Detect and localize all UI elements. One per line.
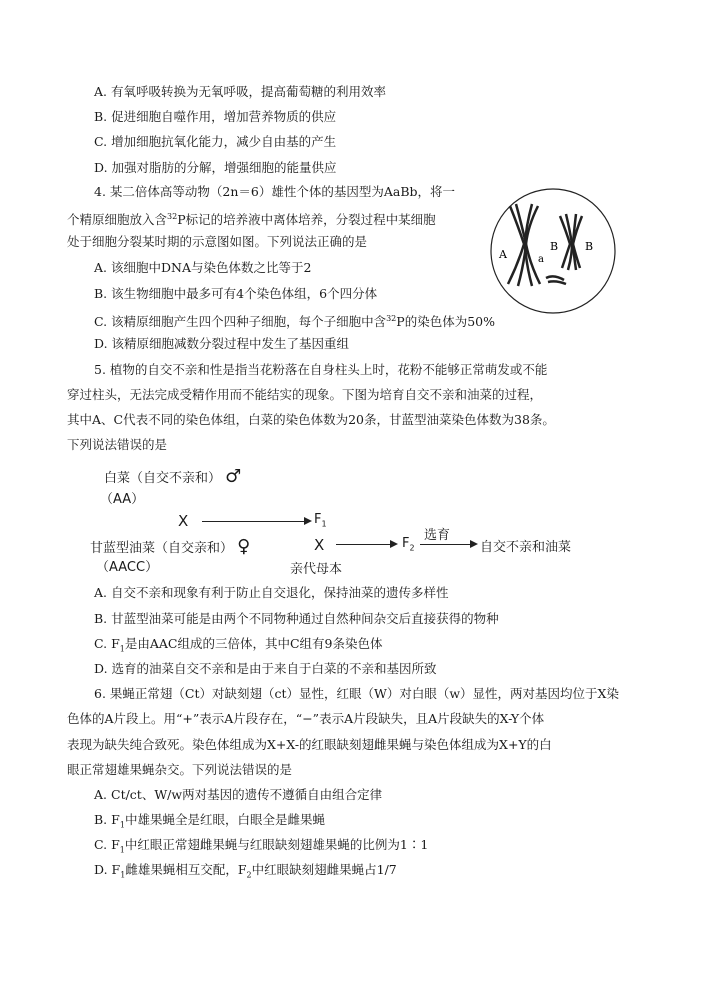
arrow-1 bbox=[202, 521, 304, 522]
male-symbol: ♂ bbox=[225, 466, 242, 487]
q4-option-a: A. 该细胞中DNA与染色体数之比等于2 bbox=[94, 260, 312, 275]
cell-figure bbox=[488, 186, 618, 316]
xuanyu-label: 选育 bbox=[424, 528, 451, 543]
parent-label: 亲代母本 bbox=[290, 562, 343, 577]
arrow-3 bbox=[420, 544, 470, 545]
breeding-diagram bbox=[60, 460, 620, 580]
q6-option-d: D. $F_1$雌雄果蝇相互交配，$F_2$中红眼缺刻翅雌果蝇占1/7 bbox=[94, 862, 397, 880]
label-gene-A: A bbox=[499, 248, 507, 261]
q4-option-d: D. 该精原细胞减数分裂过程中发生了基因重组 bbox=[94, 336, 350, 351]
label-gene-B2: B bbox=[585, 240, 594, 253]
q5-option-a: A. 自交不亲和现象有利于防止自交退化，保持油菜的遗传多样性 bbox=[94, 585, 449, 600]
q6-line4: 眼正常翅雄果蝇杂交。下列说法错误的是 bbox=[67, 762, 293, 777]
arrow-2-head bbox=[390, 540, 398, 548]
small-chromosome-2 bbox=[548, 281, 566, 284]
q6-line2: 色体的A片段上。用“+”表示A片段存在，“−”表示A片段缺失，且A片段缺失的X-Y个体 bbox=[67, 711, 545, 726]
chromatid-a4 bbox=[525, 204, 532, 286]
q5-option-c: C. $F_1$是由AAC组成的三倍体，其中C组有9条染色体 bbox=[94, 636, 383, 654]
q6-option-b: B. $F_1$中雄果蝇全是红眼，白眼全是雌果蝇 bbox=[94, 812, 325, 830]
arrow-3-head bbox=[470, 540, 478, 548]
label-gene-a: a bbox=[538, 254, 544, 265]
q5-line1: 5. 植物的自交不亲和性是指当花粉落在自身柱头上时，花粉不能够正常萌发或不能 bbox=[94, 362, 548, 377]
f1-label: $F_1$ bbox=[314, 512, 327, 529]
q5-line3: 其中A、C代表不同的染色体组，白菜的染色体数为20条，甘蓝型油菜染色体数为38条。 bbox=[67, 412, 555, 427]
baicai-label: 白菜（自交不亲和） ♂ bbox=[104, 466, 242, 487]
arrow-1-head bbox=[304, 517, 312, 525]
q4-option-b: B. 该生物细胞中最多可有4个染色体组，6个四分体 bbox=[94, 286, 378, 301]
baicai-genome: （AA） bbox=[100, 492, 145, 507]
cross-symbol-1: X bbox=[178, 512, 189, 530]
result-label: 自交不亲和油菜 bbox=[480, 540, 572, 555]
q5-option-b: B. 甘蓝型油菜可能是由两个不同物种通过自然种间杂交后直接获得的物种 bbox=[94, 611, 499, 626]
ganlan-label: 甘蓝型油菜（自交亲和） ♀ bbox=[90, 536, 251, 557]
q6-option-a: A. Ct/ct、W/w两对基因的遗传不遵循自由组合定律 bbox=[94, 787, 383, 802]
arrow-2 bbox=[336, 544, 390, 545]
q4-option-c: C. 该精原细胞产生四个四种子细胞，每个子细胞中含$^{32}$P的染色体为50% bbox=[94, 314, 495, 330]
q4-line1: 4. 某二倍体高等动物（2n＝6）雄性个体的基因型为AaBb，将一 bbox=[94, 184, 456, 199]
female-symbol: ♀ bbox=[237, 536, 251, 557]
label-gene-B1: B bbox=[550, 240, 559, 253]
cell-diagram bbox=[488, 186, 618, 316]
q3-option-b: B. 促进细胞自噬作用，增加营养物质的供应 bbox=[94, 109, 337, 124]
q6-line1: 6. 果蝇正常翅（Ct）对缺刻翅（ct）显性，红眼（W）对白眼（w）显性，两对基因均位于X染 bbox=[94, 686, 619, 701]
q5-option-d: D. 选育的油菜自交不亲和是由于来自于白菜的不亲和基因所致 bbox=[94, 661, 437, 676]
q3-option-d: D. 加强对脂肪的分解，增强细胞的能量供应 bbox=[94, 160, 337, 175]
q3-option-a: A. 有氧呼吸转换为无氧呼吸，提高葡萄糖的利用效率 bbox=[94, 84, 387, 99]
small-chromosome-1 bbox=[546, 276, 564, 280]
q6-line3: 表现为缺失纯合致死。染色体组成为X+X-的红眼缺刻翅雌果蝇与染色体组成为X+Y的白 bbox=[67, 737, 552, 752]
q5-line2: 穿过柱头，无法完成受精作用而不能结实的现象。下图为培育自交不亲和油菜的过程， bbox=[67, 387, 543, 402]
q4-line3: 处于细胞分裂某时期的示意图如图。下列说法正确的是 bbox=[67, 234, 368, 249]
q6-option-c: C. $F_1$中红眼正常翅雌果蝇与红眼缺刻翅雄果蝇的比例为1∶1 bbox=[94, 837, 429, 855]
q5-line4: 下列说法错误的是 bbox=[67, 437, 168, 452]
q4-line2: 个精原细胞放入含$^{32}$P标记的培养液中离体培养，分裂过程中某细胞 bbox=[67, 212, 436, 228]
cross-symbol-2: X bbox=[314, 536, 325, 554]
ganlan-genome: （AACC） bbox=[96, 560, 159, 575]
f2-label: $F_2$ bbox=[402, 536, 415, 553]
q3-option-c: C. 增加细胞抗氧化能力，减少自由基的产生 bbox=[94, 134, 337, 149]
